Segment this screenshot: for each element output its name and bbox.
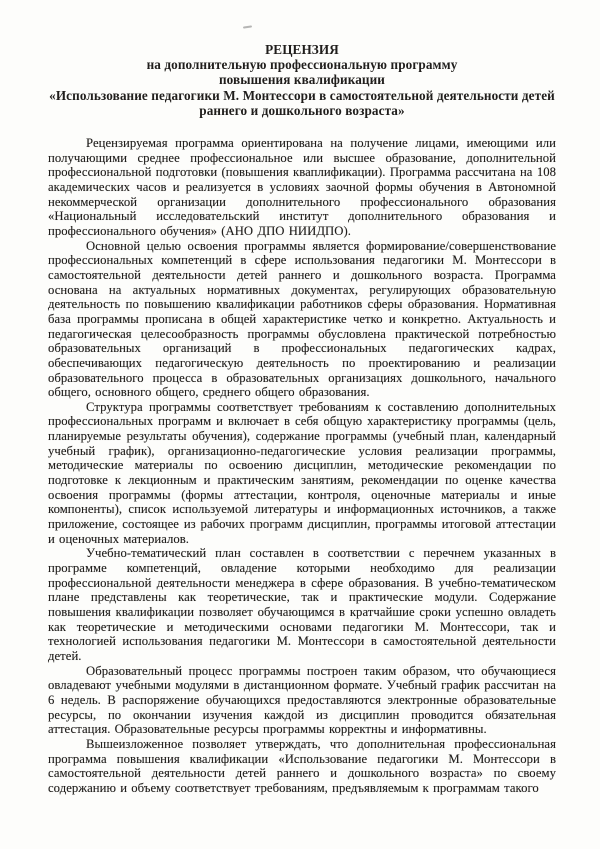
document-subtitle-line-1: на дополнительную профессиональную программу bbox=[146, 57, 458, 73]
body-paragraph: Рецензируемая программа ориентирована на получение лицами, имеющими или получающими среднее профессиональное или высшее образование, дополнительной профессиональной подготовки (повышения кваплификации). Программа рассчитана на 108 академических часов и реализуется в условиях заочной формы обучения в Автономной некоммерческой организации дополнительного профессионального образования «Национальный исследовательский институт дополнительного образования и профессионального обучения» (АНО ДПО НИИДПО). bbox=[48, 136, 556, 238]
body-paragraph: Основной целью освоения программы является формирование/совершенствование профессиональных компетенций в сфере использования педагогики М. Монтессори в самостоятельной деятельности детей раннего и дошкольного возраста. Программа основана на актуальных нормативных документах, регулирующих образовательную деятельность по повышению квалификации работников сферы образования. Нормативная база программы прописана в общей характеристике четко и конкретно. Актуальность и педагогическая целесообразность программы обусловлена практической потребностью образовательных организаций в профессиональных педагогических кадрах, обеспечивающих педагогическую деятельность по проектированию и реализации образовательного процесса в образовательных организациях дошкольного, начального общего, основного общего, среднего общего образования. bbox=[48, 238, 556, 400]
document-body bbox=[48, 136, 556, 796]
body-paragraph: Вышеизложенное позволяет утверждать, что дополнительная профессиональная программа повышения квалификации «Использование педагогики М. Монтессори в самостоятельной деятельности детей раннего и дошкольного возраста» по своему содержанию и объему соответствует требованиям, предъявляемым к программам такого bbox=[48, 736, 556, 795]
document-subtitle-line-2: повышения квалификации bbox=[218, 72, 386, 88]
document-header bbox=[48, 42, 556, 118]
scan-artifact-mark bbox=[243, 25, 252, 28]
body-paragraph: Структура программы соответствует требованиям к составлению дополнительных профессиональных программ и включает в себя общую характеристику программы (цель, планируемые результаты обучения), содержание программы (учебный план, календарный учебный график), организационно-педагогические условия реализации программы, методические материалы по освоению дисциплин, методические рекомендации по подготовке к лекционным и практическим занятиям, рекомендации по оценке качества освоения программы (формы аттестации, контроля, оценочные материалы и иные компоненты), список используемой литературы и информационных источников, а также приложение, состоящее из рабочих программ дисциплин, программы итоговой аттестации и оценочных материалов. bbox=[48, 399, 556, 546]
body-paragraph: Образовательный процесс программы построен таким образом, что обучающиеся овладевают учебными модулями в дистанционном формате. Учебный график рассчитан на 6 недель. В распоряжение обучающихся предоставляются электронные образовательные ресурсы, по окончании изучения каждой из дисциплин проводится обязательная аттестация. Образовательные ресурсы программы корректны и информативны. bbox=[48, 663, 556, 737]
document-content bbox=[48, 42, 556, 796]
document-subtitle-line-3: «Использование педагогики М. Монтессори в самостоятельной деятельности детей раннего и дошкольного возраста» bbox=[49, 87, 555, 118]
document-title: РЕЦЕНЗИЯ bbox=[265, 42, 339, 57]
body-paragraph: Учебно-тематический план составлен в соответствии с перечнем указанных в программе компетенций, овладение которыми необходимо для реализации профессиональной деятельности менеджера в сфере образования. В учебно-тематическом плане представлены как теоретические, так и практические модули. Содержание повышения квалификации позволяет обучающимся в кратчайшие сроки успешно овладеть как теоретические и методическими основами педагогики М. Монтессори, так и технологией использования педагогики М. Монтессори в самостоятельной деятельности детей. bbox=[48, 546, 556, 663]
